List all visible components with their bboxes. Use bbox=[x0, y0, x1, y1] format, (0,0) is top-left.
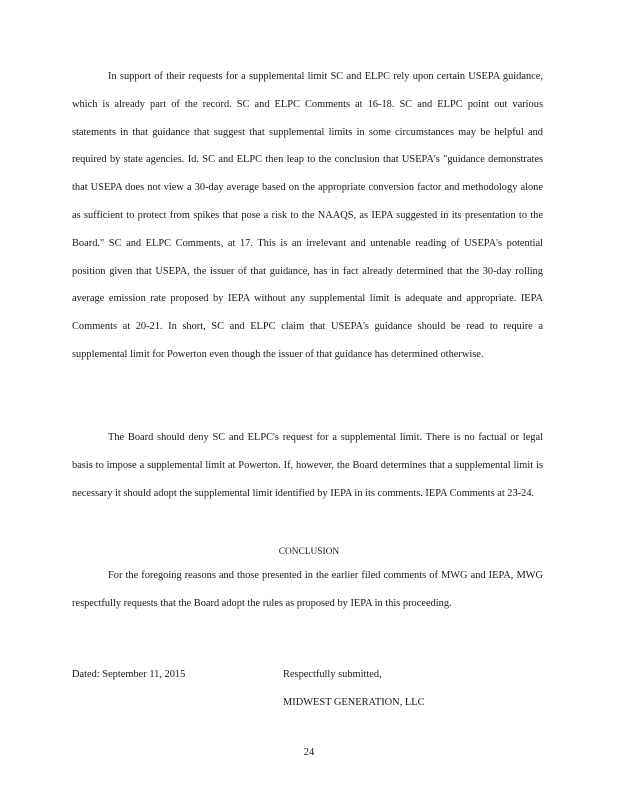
body-paragraph-1: In support of their requests for a supplemental limit SC and ELPC rely upon certain USEPA guidance, which is already part of the record. SC and ELPC Comments at 16-18. SC and ELPC point out various statements in that guidance that suggest that supplemental limits in some circumstances may be helpful and required by state agencies. Id. SC and ELPC then leap to the conclusion that USEPA's "guidance demonstrates that USEPA does not view a 30-day average based on the appropriate conversion factor and methodology alone as sufficient to protect from spikes that pose a risk to the NAAQS, as IEPA suggested in its presentation to the Board." SC and ELPC Comments, at 17. This is an irrelevant and untenable reading of USEPA's potential position given that USEPA, the issuer of that guidance, has in fact already determined that the 30-day rolling average emission rate proposed by IEPA without any supplemental limit is adequate and appropriate. IEPA Comments at 20-21. In short, SC and ELPC claim that USEPA's guidance should be read to require a supplemental limit for Powerton even though the issuer of that guidance has determined otherwise. bbox=[72, 71, 543, 360]
body-paragraph-2: The Board should deny SC and ELPC's request for a supplemental limit. There is no factual or legal basis to impose a supplemental limit at Powerton. If, however, the Board determines that a supplemental limit is necessary it should adopt the supplemental limit identified by IEPA in its comments. IEPA Comments at 23-24. bbox=[72, 432, 543, 499]
page-number: 24 bbox=[303, 747, 315, 758]
signature-party: MIDWEST GENERATION, LLC bbox=[283, 697, 425, 708]
signature-date: Dated: September 11, 2015 bbox=[72, 669, 186, 680]
section-heading: CONCLUSION bbox=[278, 547, 340, 557]
conclusion-paragraph: For the foregoing reasons and those presented in the earlier filed comments of MWG and IEPA, MWG respectfully requests that the Board adopt the rules as proposed by IEPA in this proceeding. bbox=[72, 570, 543, 609]
signature-closing: Respectfully submitted, bbox=[283, 669, 382, 680]
